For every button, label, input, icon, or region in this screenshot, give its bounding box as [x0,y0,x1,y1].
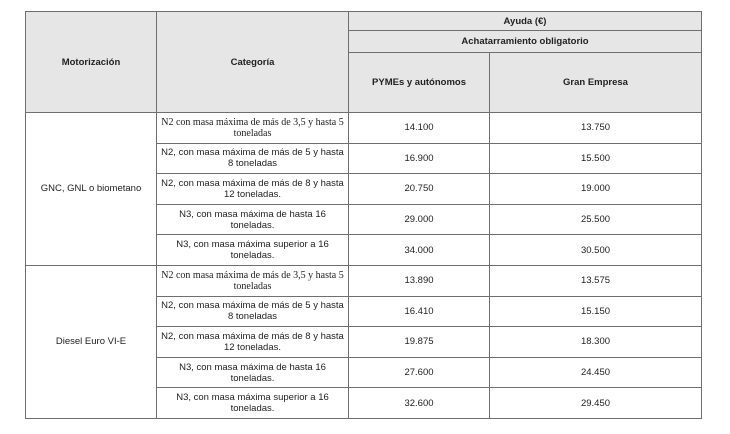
gran-empresa-cell: 15.150 [490,296,702,327]
gran-empresa-cell: 30.500 [490,235,702,266]
pymes-cell: 14.100 [349,113,490,144]
gran-empresa-cell: 18.300 [490,327,702,358]
gran-empresa-cell: 13.575 [490,265,702,296]
motorizacion-cell: Diesel Euro VI-E [26,265,157,418]
gran-empresa-cell: 24.450 [490,357,702,388]
pymes-cell: 16.900 [349,143,490,174]
header-motorizacion: Motorización [26,12,157,113]
gran-empresa-cell: 15.500 [490,143,702,174]
table-row [26,265,702,296]
categoria-cell: N2, con masa máxima de más de 5 y hasta 8 toneladas [157,296,349,327]
pymes-cell: 34.000 [349,235,490,266]
table-row [26,113,702,144]
pymes-cell: 16.410 [349,296,490,327]
aid-table [25,11,702,419]
categoria-cell: N3, con masa máxima de hasta 16 toneladas. [157,357,349,388]
header-categoria: Categoría [157,12,349,113]
header-gran-empresa: Gran Empresa [490,53,702,113]
pymes-cell: 29.000 [349,204,490,235]
header-achatarramiento: Achatarramiento obligatorio [349,31,702,53]
header-ayuda: Ayuda (€) [349,12,702,31]
gran-empresa-cell: 19.000 [490,174,702,205]
pymes-cell: 13.890 [349,265,490,296]
pymes-cell: 20.750 [349,174,490,205]
gran-empresa-cell: 25.500 [490,204,702,235]
pymes-cell: 19.875 [349,327,490,358]
categoria-cell: N3, con masa máxima de hasta 16 toneladas. [157,204,349,235]
pymes-cell: 32.600 [349,388,490,419]
gran-empresa-cell: 29.450 [490,388,702,419]
categoria-cell: N2, con masa máxima de más de 8 y hasta 12 toneladas. [157,327,349,358]
pymes-cell: 27.600 [349,357,490,388]
gran-empresa-cell: 13.750 [490,113,702,144]
categoria-cell: N2, con masa máxima de más de 8 y hasta 12 toneladas. [157,174,349,205]
motorizacion-cell: GNC, GNL o biometano [26,113,157,266]
categoria-cell: N2 con masa máxima de más de 3,5 y hasta 5 toneladas [157,265,349,296]
categoria-cell: N3, con masa máxima superior a 16 toneladas. [157,388,349,419]
categoria-cell: N3, con masa máxima superior a 16 toneladas. [157,235,349,266]
categoria-cell: N2, con masa máxima de más de 5 y hasta 8 toneladas [157,143,349,174]
categoria-cell: N2 con masa máxima de más de 3,5 y hasta 5 toneladas [157,113,349,144]
header-pymes: PYMEs y autónomos [349,53,490,113]
